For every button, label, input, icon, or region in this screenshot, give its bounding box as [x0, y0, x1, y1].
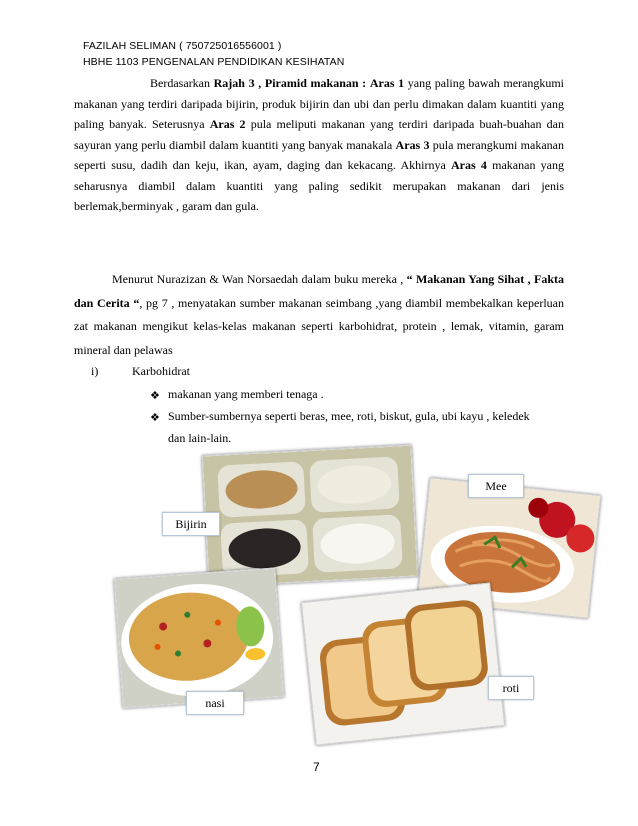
label-bijirin: Bijirin [162, 512, 220, 536]
fried-rice-photo-drawing [115, 569, 284, 708]
bread-photo [301, 582, 505, 745]
diamond-bullet-icon: ❖ [150, 412, 160, 424]
paragraph-1: Berdasarkan Rajah 3 , Piramid makanan : Aras 1 yang paling bawah merangkumi makanan yang terdiri daripada bijirin, produk bijirin dan ubi dan perlu dimakan dalam kuantiti yang paling banyak. Seterusnya Aras 2 pula meliputi makanan yang terdiri daripada buah-buahan dan sayuran yang perlu diambil dalam kuantiti yang banyak manakala Aras 3 pula merangkumi makanan seperti susu, dadih dan keju, ikan, ayam, daging dan kekacang. Akhirnya Aras 4 makanan yang seharusnya diambil dalam kuantiti yang paling sedikit merupakan makanan dari jenis berlemak,berminyak , garam dan gula. [74, 76, 565, 213]
grains-photo-drawing [203, 446, 418, 587]
fried-rice-photo [114, 568, 285, 709]
page-number: 7 [313, 760, 320, 774]
label-roti: roti [488, 676, 534, 700]
label-mee: Mee [468, 474, 524, 498]
header-author: FAZILAH SELIMAN ( 750725016556001 ) [83, 40, 282, 52]
header-course: HBHE 1103 PENGENALAN PENDIDIKAN KESIHATAN [83, 56, 345, 68]
list-numeral: i) [91, 364, 99, 378]
paragraph-2: Menurut Nurazizan & Wan Norsaedah dalam buku mereka , “ Makanan Yang Sihat , Fakta dan Cerita “, pg 7 , menyatakan sumber makanan seimbang ,yang diambil membekalkan keperluan zat makanan mengikut kelas-kelas makanan seperti karbohidrat, protein , lemak, vitamin, garam mineral dan pelawas [74, 272, 564, 357]
diamond-bullet-icon: ❖ [150, 390, 160, 402]
list-label: Karbohidrat [132, 364, 190, 378]
label-nasi: nasi [186, 691, 244, 715]
grains-photo [202, 445, 419, 588]
bread-photo-drawing [302, 584, 504, 745]
